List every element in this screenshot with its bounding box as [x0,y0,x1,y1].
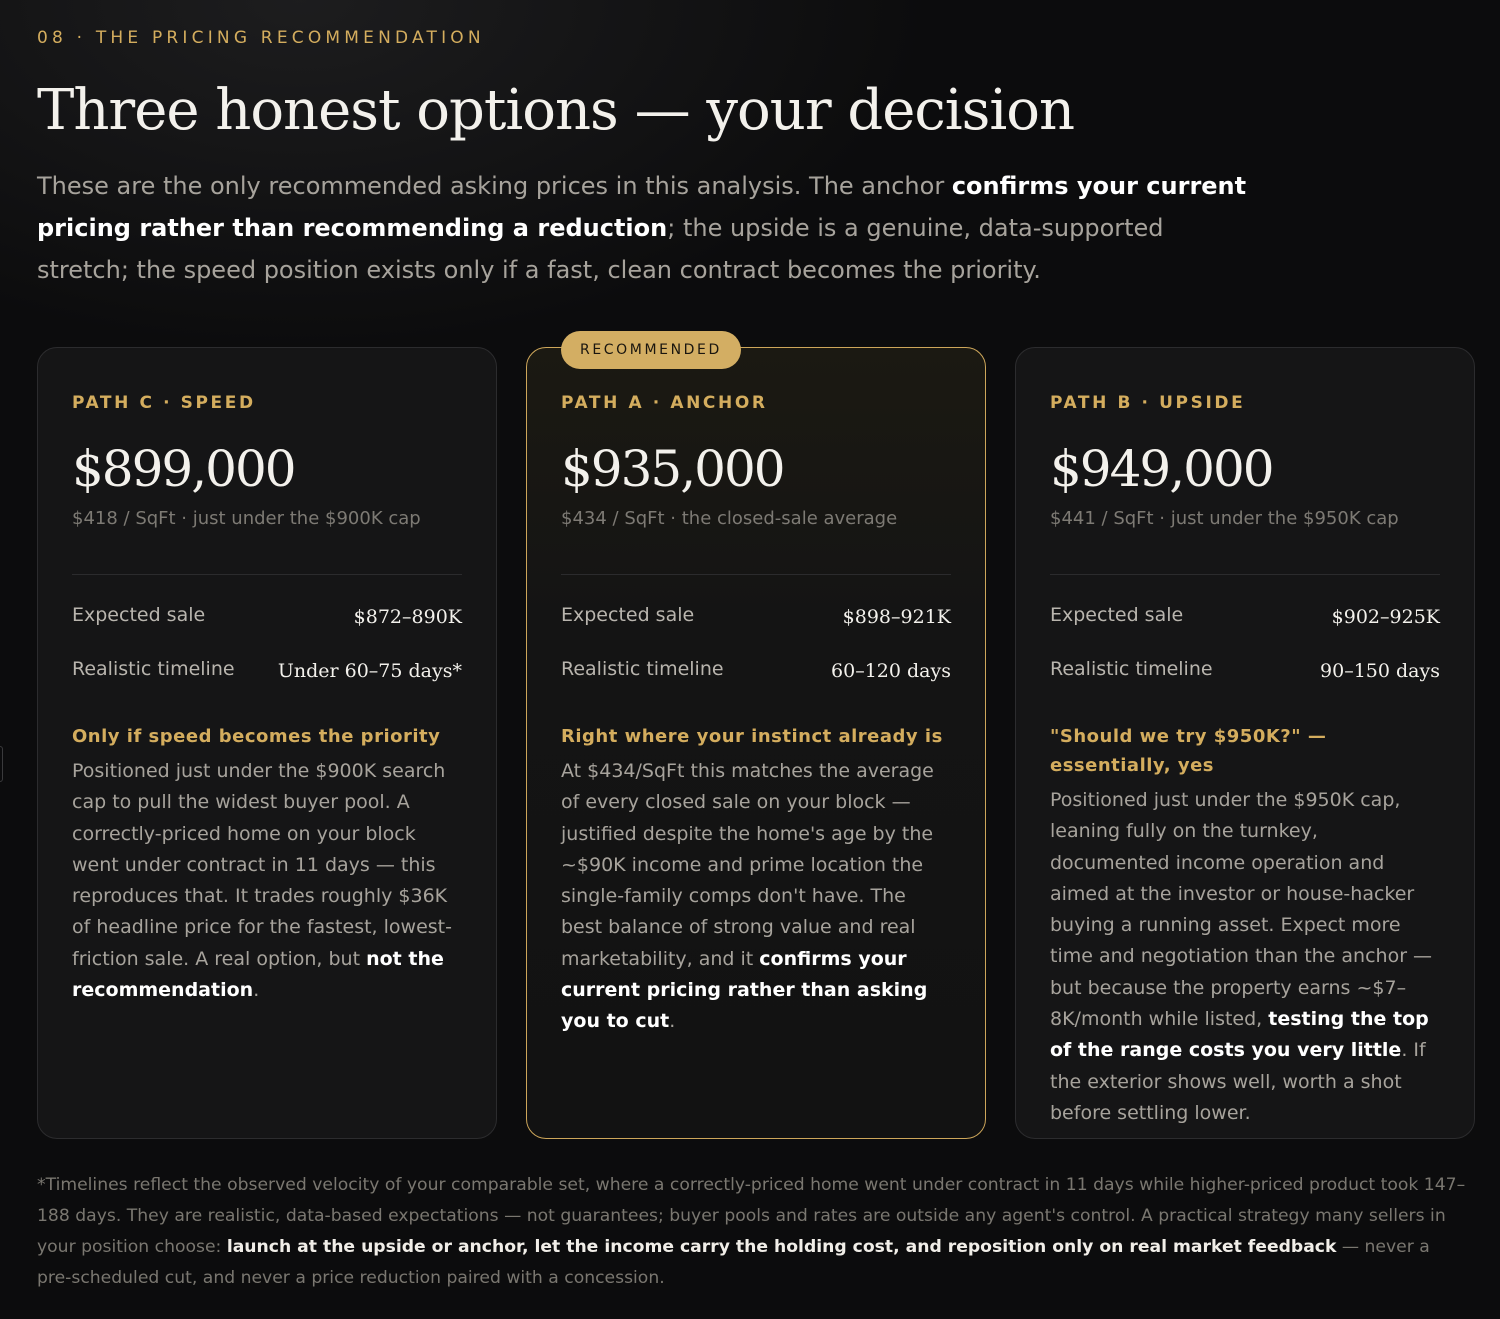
asking-price: $899,000 [72,440,295,498]
card-description-text: At $434/SqFt this matches the average of every closed sale on your block — justified despite the home's age by the ~$90K income and prime location the single-family comps don't have. The best balance of strong value and real marketability, and it [561,760,934,970]
pricing-card-upside [1015,347,1475,1139]
price-per-sqft: $434 / SqFt · the closed-sale average [561,508,898,529]
expected-sale-row [1050,604,1440,634]
card-note-heading: Right where your instinct already is [561,726,943,747]
card-description-end: . If the exterior shows well, worth a shot before settling lower. [1050,1039,1426,1124]
card-description [72,756,462,1006]
timeline-label: Realistic timeline [1050,658,1213,680]
section-eyebrow: 08 · THE PRICING RECOMMENDATION [37,28,485,48]
timeline-value: Under 60–75 days* [277,660,462,682]
card-description [561,756,951,1038]
expected-sale-label: Expected sale [1050,604,1184,626]
timeline-row [561,658,951,688]
card-description-end: . [253,979,260,1002]
timeline-value: 60–120 days [831,660,951,682]
card-note-heading: Only if speed becomes the priority [72,726,441,747]
card-description-emphasis: confirms your current pricing rather than asking you to cut [561,947,928,1033]
path-label: PATH B · UPSIDE [1050,393,1246,413]
expected-sale-row [72,604,462,634]
card-description-end: . [669,1010,676,1033]
asking-price: $935,000 [561,440,784,498]
path-label: PATH C · SPEED [72,393,256,413]
intro-text-end: ; the upside is a genuine, data-supported stretch; the speed position exists only if a fast, clean contract becomes the priority. [37,214,1164,284]
card-description-emphasis: not the recommendation [72,947,444,1002]
price-per-sqft: $418 / SqFt · just under the $900K cap [72,508,421,529]
intro-text: These are the only recommended asking prices in this analysis. The anchor [37,172,952,200]
timeline-row [72,658,462,688]
expected-sale-value: $898–921K [842,606,951,628]
timeline-label: Realistic timeline [561,658,724,680]
footnote [37,1170,1469,1294]
intro-emphasis: confirms your current pricing rather than recommending a reduction [37,172,1247,242]
side-scroll-handle[interactable] [0,746,3,782]
timeline-value: 90–150 days [1320,660,1440,682]
card-description-emphasis: testing the top of the range costs you very little [1050,1008,1429,1062]
card-description-text: Positioned just under the $900K search cap to pull the widest buyer pool. A correctly-priced home on your block went under contract in 11 days — this reproduces that. It trades roughly $36K of headline price for the fastest, lowest-friction sale. A real option, but [72,760,452,970]
expected-sale-value: $872–890K [353,606,462,628]
expected-sale-label: Expected sale [72,604,206,626]
card-divider [561,574,951,575]
timeline-row [1050,658,1440,688]
footnote-text-end: — never a pre-scheduled cut, and never a price reduction paired with a concession. [37,1237,1430,1288]
footnote-emphasis: launch at the upside or anchor, let the income carry the holding cost, and reposition only on real market feedback [226,1237,1337,1257]
asking-price: $949,000 [1050,440,1273,498]
price-per-sqft: $441 / SqFt · just under the $950K cap [1050,508,1399,529]
expected-sale-label: Expected sale [561,604,695,626]
page-title: Three honest options — your decision [37,78,1075,143]
card-divider [1050,574,1440,575]
expected-sale-value: $902–925K [1331,606,1440,628]
card-divider [72,574,462,575]
footnote-text: *Timelines reflect the observed velocity of your comparable set, where a correctly-priced home went under contract in 11 days while higher-priced product took 147–188 days. They are realistic, data-based expectations — not guarantees; buyer pools and rates are outside any agent's control. A practical strategy many sellers in your position choose: [37,1175,1466,1257]
expected-sale-row [561,604,951,634]
pricing-card-anchor [526,342,986,1139]
card-description-text: Positioned just under the $950K cap, leaning fully on the turnkey, documented income operation and aimed at the investor or house-hacker buying a running asset. Expect more time and negotiation than the anchor — but because the property earns ~$7–8K/month while listed, [1050,789,1433,1031]
card-note-heading: "Should we try $950K?" — essentially, yes [1050,726,1327,776]
timeline-label: Realistic timeline [72,658,235,680]
path-label: PATH A · ANCHOR [561,393,768,413]
card-description [1050,785,1440,1129]
pricing-card-speed [37,347,497,1139]
recommended-badge: RECOMMENDED [561,331,741,369]
intro-paragraph [37,165,1257,291]
